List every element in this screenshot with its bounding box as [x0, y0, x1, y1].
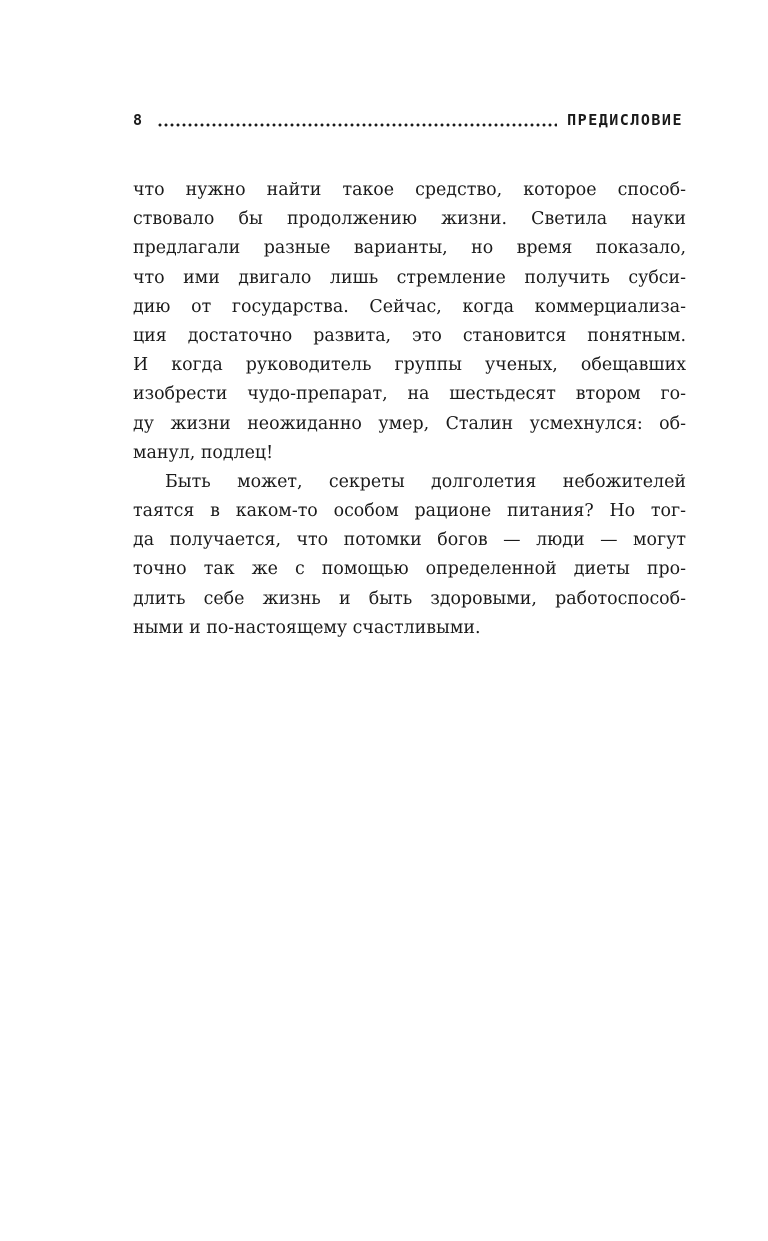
text-line: Быть может, секреты долголетия небожителей — [165, 471, 686, 492]
text-line: предлагали разные варианты, но время показало, — [133, 238, 686, 259]
running-head — [133, 111, 683, 129]
text-line: изобрести чудо-препарат, на шестьдесят втором го- — [133, 384, 686, 405]
text-line: И когда руководитель группы ученых, обещавших — [133, 355, 686, 376]
text-line: ция достаточно развита, это становится понятным. — [133, 325, 686, 346]
paragraph-1 — [133, 176, 686, 468]
dot-leader — [157, 123, 558, 127]
text-line: что нужно найти такое средство, которое способ- — [133, 180, 686, 200]
text-line: ствовало бы продолжению жизни. Светила науки — [133, 209, 686, 230]
paragraph-2 — [133, 468, 686, 643]
text-line: да получается, что потомки богов — люди — могут — [133, 530, 686, 551]
text-line: манул, подлец! — [133, 442, 274, 463]
text-line: длить себе жизнь и быть здоровыми, работоспособ- — [133, 588, 686, 609]
body-text — [133, 176, 686, 643]
text-line: что ими двигало лишь стремление получить субси- — [133, 267, 686, 288]
text-line: точно так же с помощью определенной диеты про- — [133, 559, 686, 580]
text-line: ными и по-настоящему счастливыми. — [133, 617, 481, 638]
section-title: ПРЕДИСЛОВИЕ — [567, 111, 683, 129]
page-number: 8 — [133, 111, 143, 129]
text-line: ду жизни неожиданно умер, Сталин усмехнулся: об- — [133, 413, 686, 434]
text-line: таятся в каком-то особом рационе питания? Но тог- — [133, 501, 686, 522]
text-line: дию от государства. Сейчас, когда коммерциализа- — [133, 296, 686, 317]
